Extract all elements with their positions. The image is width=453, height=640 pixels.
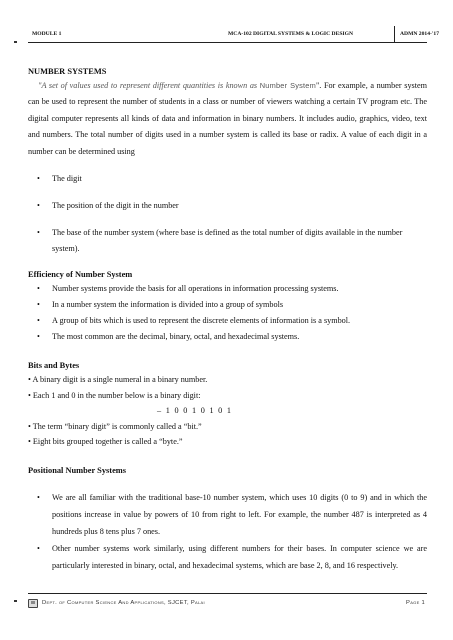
page-header <box>28 26 439 43</box>
efficiency-list <box>28 281 427 345</box>
book-icon <box>28 599 38 608</box>
intro-paragraph <box>28 78 427 160</box>
positional-list <box>28 489 427 574</box>
admission-label: ADMN 2014-'17 <box>400 31 439 37</box>
section-heading-bits: Bits and Bytes <box>28 361 80 371</box>
page-footer <box>28 593 427 616</box>
header-divider <box>394 26 395 42</box>
module-label: MODULE 1 <box>32 31 62 37</box>
list-item: • The position of the digit in the number <box>28 198 427 214</box>
intro-text: ". For example, a number system can be used to represent the number of students in a class or number of viewers watching a certain TV program etc. The digital computer represents all kinds of data and information in binary numbers. It includes audio, graphics, video, text and numbers. The total number of digits used in a number system is called its base or radix. A value of each digit in a number can be determined using <box>28 81 428 156</box>
bits-line: • The term “binary digit” is commonly called a “bit.” <box>28 421 202 431</box>
section-heading-positional: Positional Number Systems <box>28 466 127 475</box>
section-heading-number-systems: NUMBER SYSTEMS <box>28 67 107 76</box>
bits-line: • A binary digit is a single numeral in a binary number. <box>28 375 208 385</box>
list-item: • We are all familiar with the traditional base-10 number system, which uses 10 digits (0 to 9) and in which the positions increase in value by powers of 10 from right to left. For example, the number 487 is interpreted as 4 hundreds plus 8 tens plus 7 ones. <box>28 489 427 540</box>
list-item: • The digit <box>28 171 427 187</box>
department-label: Dept. of Computer Science And Applications, SJCET, Palai <box>42 600 205 606</box>
list-item: • The base of the number system (where base is defined as the total number of digits available in the number system). <box>28 225 427 257</box>
bits-line: • Each 1 and 0 in the number below is a binary digit: <box>28 390 201 400</box>
list-item: • In a number system the information is divided into a group of symbols <box>28 297 427 313</box>
list-item: • A group of bits which is used to represent the discrete elements of information is a symbol. <box>28 313 427 329</box>
page-number: Page 1 <box>406 600 425 606</box>
bits-line: • Eight bits grouped together is called a “byte.” <box>28 437 183 447</box>
binary-example: – 1 0 0 1 0 1 0 1 <box>157 406 233 416</box>
section-heading-efficiency: Efficiency of Number System <box>28 270 133 280</box>
course-title: MCA-102 DIGITAL SYSTEMS & LOGIC DESIGN <box>228 31 353 37</box>
list-item: • The most common are the decimal, binary, octal, and hexadecimal systems. <box>28 329 427 345</box>
list-item: • Other number systems work similarly, using different numbers for their bases. In computer science we are particularly interested in binary, octal, and hexadecimal systems, which are base 2, 8, and 16 respectively. <box>28 540 427 574</box>
margin-mark <box>14 600 17 602</box>
definition-quote: "A set of values used to represent different quantities is known as <box>38 81 258 90</box>
page-content <box>28 66 427 574</box>
margin-mark <box>14 41 17 43</box>
defined-term: Number System <box>259 81 316 90</box>
list-item: • Number systems provide the basis for all operations in information processing systems. <box>28 281 427 297</box>
digit-value-list <box>28 171 427 257</box>
